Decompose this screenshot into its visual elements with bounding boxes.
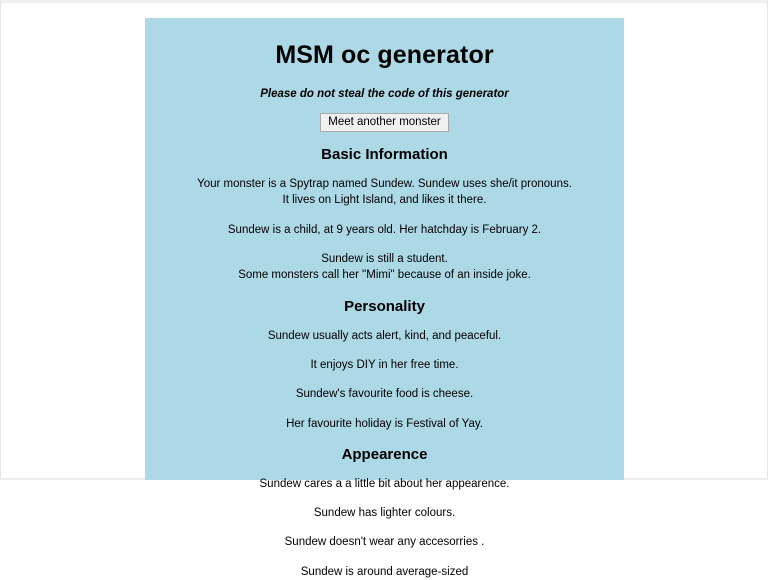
section-heading: Appearence <box>341 445 428 463</box>
section-paragraph <box>193 176 576 209</box>
section-paragraph <box>145 564 624 580</box>
paragraph-line: Sundew is around average-sized <box>300 565 469 578</box>
paragraph-line: Some monsters call her "Mimi" because of an inside joke. <box>238 269 531 282</box>
button-row <box>145 112 624 132</box>
section-paragraph <box>145 416 624 432</box>
section-paragraph <box>145 476 624 492</box>
section-paragraph <box>145 505 624 521</box>
meet-another-monster-button[interactable]: Meet another monster <box>320 113 449 132</box>
section-paragraph <box>145 534 624 550</box>
section-1 <box>145 146 624 284</box>
paragraph-line: Sundew is a child, at 9 years old. Her hatchday is February 2. <box>227 223 542 236</box>
paragraph-line: Your monster is a Spytrap named Sundew. Sundew uses she/it pronouns. It lives on Light Island, and likes it there. <box>197 177 572 207</box>
paragraph-line: It enjoys DIY in her free time. <box>310 358 459 371</box>
paragraph-line: Sundew cares a a little bit about her appearence. <box>259 477 510 490</box>
section-paragraph <box>145 386 624 402</box>
paragraph-line: Sundew has lighter colours. <box>313 507 456 520</box>
page-title: MSM oc generator <box>275 41 494 69</box>
page-subtitle: Please do not steal the code of this generator <box>260 87 509 100</box>
section-heading: Basic Information <box>321 145 448 163</box>
paragraph-line: Sundew doesn't wear any accesorries . <box>284 536 485 549</box>
paragraph-line: Sundew is still a student. <box>321 252 448 265</box>
section-paragraph <box>145 357 624 373</box>
sections-container <box>145 146 624 580</box>
section-paragraph <box>145 222 624 238</box>
section-paragraph <box>145 328 624 344</box>
section-2 <box>145 298 624 432</box>
section-3 <box>145 446 624 580</box>
section-heading: Personality <box>344 297 425 315</box>
generator-panel <box>145 18 624 578</box>
paragraph-line: Sundew's favourite food is cheese. <box>295 388 474 401</box>
paragraph-line: Sundew usually acts alert, kind, and peaceful. <box>267 329 502 342</box>
page-canvas <box>1 3 767 578</box>
section-paragraph <box>145 251 624 284</box>
paragraph-line: Her favourite holiday is Festival of Yay. <box>286 417 483 430</box>
